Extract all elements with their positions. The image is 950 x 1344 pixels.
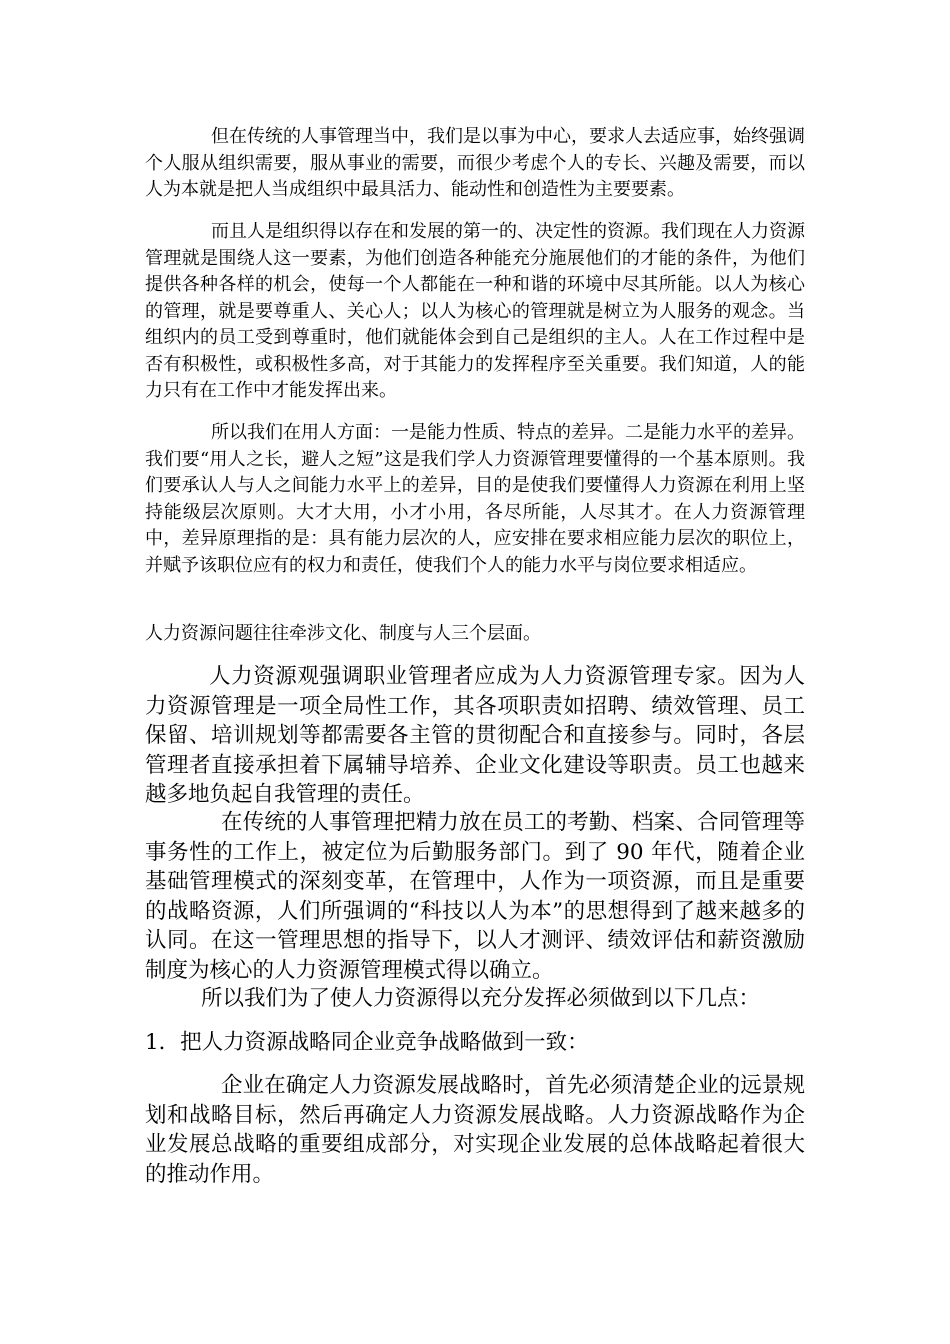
paragraph-traditional-hr: 但在传统的人事管理当中，我们是以事为中心，要求人去适应事，始终强调个人服从组织需要，服从事业的需要，而很少考虑个人的专长、兴趣及需要，而以人为本就是把人当成组织中最具活力、能动性和创造性为主要要素。 xyxy=(145,126,805,200)
paragraph-hr-strategy: 企业在确定人力资源发展战略时，首先必须清楚企业的远景规划和战略目标，然后再确定人力资源发展战略。人力资源战略作为企业发展总战略的重要组成部分，对实现企业发展的总体战略起着很大的推动作用。 xyxy=(145,1073,805,1187)
paragraph-ability-differences: 所以我们在用人方面：一是能力性质、特点的差异。二是能力水平的差异。我们要“用人之长，避人之短”这是我们学人力资源管理要懂得的一个基本原则。我们要承认人与人之间能力水平上的差异，目的是使我们要懂得人力资源在利用上坚持能级层次原则。大才大用，小才小用，各尽所能，人尽其才。在人力资源管理中，差异原理指的是：具有能力层次的人，应安排在要求相应能力层次的职位上，并赋予该职位应有的权力和责任，使我们个人的能力水平与岗位要求相适应。 xyxy=(145,422,805,576)
paragraph-managers-hr-experts: 人力资源观强调职业管理者应成为人力资源管理专家。因为人力资源管理是一项全局性工作，其各项职责如招聘、绩效管理、员工保留、培训规划等都需要各主管的贯彻配合和直接参与。同时，各层管理者直接承担着下属辅导培养、企业文化建设等职责。员工也越来越多地负起自我管理的责任。 xyxy=(145,664,805,807)
paragraph-three-levels: 人力资源问题往往牵涉文化、制度与人三个层面。 xyxy=(145,623,541,644)
paragraph-following-points: 所以我们为了使人力资源得以充分发挥必须做到以下几点： xyxy=(201,986,761,1011)
list-item-1-heading: 1．把人力资源战略同企业竞争战略做到一致： xyxy=(145,1030,589,1055)
paragraph-hr-model: 在传统的人事管理把精力放在员工的考勤、档案、合同管理等事务性的工作上，被定位为后勤服务部门。到了 90 年代，随着企业基础管理模式的深刻变革，在管理中，人作为一项资源，而且是重要的战略资源，人们所强调的“科技以人为本”的思想得到了越来越多的认同。在这一管理思想的指导下，以人才测评、绩效评估和薪资激励制度为核心的人力资源管理模式得以确立。 xyxy=(145,810,805,983)
paragraph-people-resource: 而且人是组织得以存在和发展的第一的、决定性的资源。我们现在人力资源管理就是围绕人这一要素，为他们创造各种能充分施展他们的才能的条件，为他们提供各种各样的机会，使每一个人都能在一种和谐的环境中尽其所能。以人为核心的管理，就是要尊重人、关心人；以人为核心的管理就是树立为人服务的观念。当组织内的员工受到尊重时，他们就能体会到自己是组织的主人。人在工作过程中是否有积极性，或积极性多高，对于其能力的发挥程序至关重要。我们知道，人的能力只有在工作中才能发挥出来。 xyxy=(145,221,805,401)
